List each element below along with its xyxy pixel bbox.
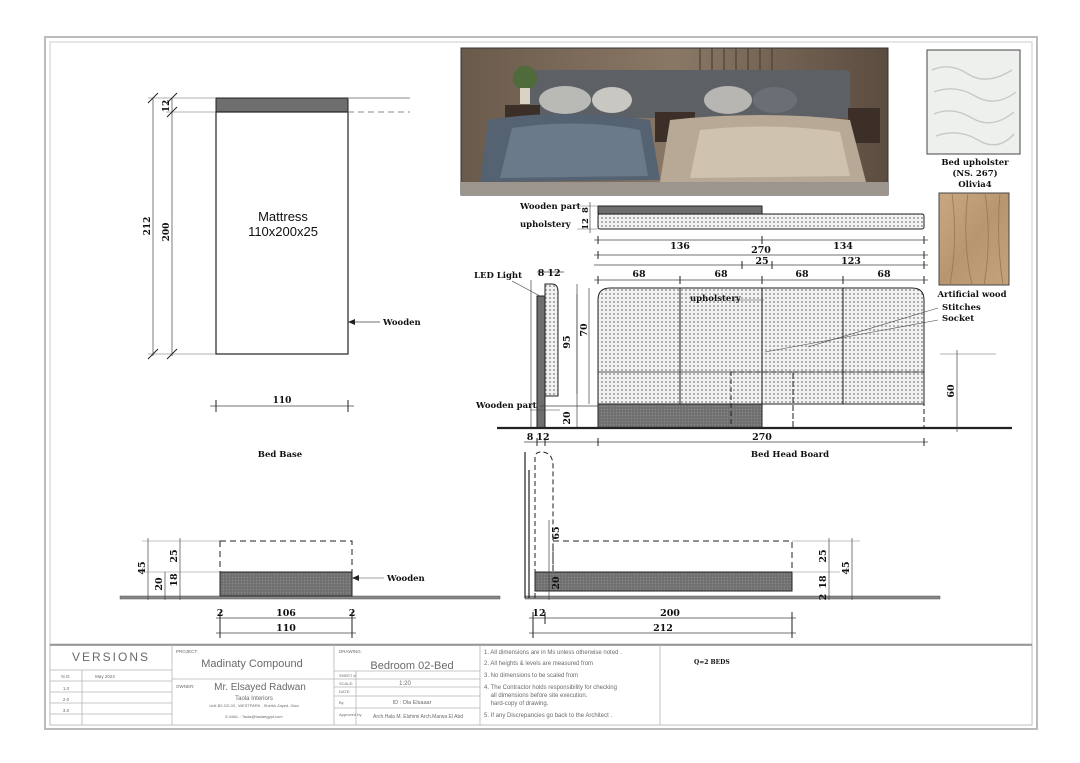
elev-socket-label: Socket (942, 314, 975, 324)
elev-dim-20: 20 (562, 411, 573, 425)
side-dim-20: 20 (551, 576, 562, 590)
side-mattress-dashed (553, 541, 792, 572)
base-elev-wooden: Wooden (387, 574, 425, 584)
elev-dim-12: 12 (547, 268, 561, 279)
plan-dim-25: 25 (755, 256, 769, 267)
upholster-label-3: Olivia4 (958, 180, 992, 190)
base-elev-25: 25 (169, 549, 180, 563)
side-dim-2: 2 (818, 593, 829, 601)
note-4: 4. The Contractor holds responsibility for checking (484, 685, 617, 691)
elev-dim-70: 70 (579, 323, 590, 337)
note-1: 1. All dimensions are in Ms unless otherwise noted . (484, 650, 622, 656)
headboard-upholstery (598, 288, 924, 404)
plan-dim-270: 270 (751, 245, 771, 256)
versions-title: VERSIONS (71, 650, 151, 664)
project-label: PROJECT: (176, 649, 198, 654)
caption-bed-base: Bed Base (257, 450, 303, 460)
base-elev-45: 45 (137, 561, 148, 575)
side-dim-200: 200 (660, 608, 680, 619)
side-elevation (525, 452, 940, 638)
bedroom-photo (461, 48, 888, 195)
wood-swatch (939, 193, 1009, 285)
dim-200: 200 (162, 222, 172, 242)
company-address: Unit B2-G2-03 , WESTPARK , Sheikh Zayed, Giza (209, 703, 299, 708)
side-dim-45: 45 (841, 561, 852, 575)
headboard-elevation (497, 272, 1012, 446)
elev-dim-68-a: 68 (632, 269, 646, 280)
plan-upholstery-strip (598, 214, 924, 229)
approved-label: Approved by (339, 712, 362, 717)
label-led-light: LED Light (474, 271, 523, 281)
side-dim-12b: 12 (532, 608, 546, 619)
note-5: all dimensions before site execution. (484, 693, 588, 699)
dim-12: 12 (162, 99, 172, 113)
wood-label: Artificial wood (937, 290, 1007, 300)
plan-dim-8: 8 (581, 207, 591, 213)
elev-bottom-270: 270 (752, 432, 772, 443)
mattress-size: 110x200x25 (248, 224, 318, 239)
version-row-2-no: 2.0 (62, 697, 70, 702)
elev-bottom-12: 12 (536, 432, 550, 443)
version-row-1-no: 1.0 (62, 686, 70, 691)
plan-upholstery-label: upholstery (520, 220, 571, 230)
owner-label: OWNER: (176, 684, 195, 689)
scale-label: SCALE: (339, 681, 354, 686)
elev-bottom-8: 8 (526, 432, 534, 443)
drawing-label: DRAWING: (339, 649, 362, 654)
elev-upholstery-label: upholstery (690, 294, 741, 304)
approved-value: Arch.Hala M. Elshimi Arch.Marwa El Abd (372, 714, 464, 720)
quantity-note: Q=2 BEDS (694, 659, 730, 666)
base-elev-106: 106 (276, 608, 296, 619)
side-wood-post (537, 296, 545, 428)
base-wood-block (220, 572, 352, 596)
sheet-label: SHEET #: (339, 673, 357, 678)
upholster-label-1: Bed upholster (941, 158, 1009, 168)
base-elev-2b: 2 (348, 608, 356, 619)
by-value: ID : Ola Elsaaar (392, 700, 432, 706)
note-2: 2. All heights & levels are measured from (484, 661, 594, 667)
note-3: 3. No dimensions to be scaled from (484, 673, 579, 679)
side-dim-212: 212 (653, 623, 673, 634)
side-dim-18: 18 (818, 575, 829, 589)
elev-dim-68-d: 68 (877, 269, 891, 280)
company-name: Taola Interiors (235, 696, 273, 702)
owner-name: Mr. Elsayed Radwan (214, 682, 306, 693)
elev-dim-95: 95 (562, 335, 573, 349)
drawing-name: Bedroom 02-Bed (370, 660, 454, 672)
dim-212: 212 (143, 216, 153, 236)
elev-wooden-label: Wooden part (476, 401, 537, 411)
plan-dim-12: 12 (581, 218, 591, 230)
elev-dim-60: 60 (946, 384, 957, 398)
base-elev-20: 20 (154, 577, 165, 591)
label-wooden: Wooden (383, 318, 421, 328)
plan-wooden-strip (598, 206, 762, 214)
caption-bed-head-board: Bed Head Board (750, 450, 830, 460)
version-row-0-date: May 2024 (95, 674, 115, 679)
elev-stitches-label: Stitches (942, 303, 981, 313)
base-mattress-dashed (220, 541, 352, 572)
headboard-strip (216, 98, 348, 112)
plan-dim-134: 134 (833, 241, 853, 252)
plan-dim-136: 136 (670, 241, 690, 252)
elev-dim-8: 8 (537, 268, 545, 279)
base-elev-110: 110 (276, 623, 296, 634)
side-upholstery (545, 284, 558, 396)
elev-dim-68-b: 68 (714, 269, 728, 280)
headboard-plan (577, 202, 928, 269)
side-dim-25: 25 (818, 549, 829, 563)
mattress-title: Mattress (258, 209, 308, 224)
dim-110: 110 (272, 396, 292, 406)
side-dim-65: 65 (551, 526, 562, 540)
base-elev-2: 2 (216, 608, 224, 619)
plan-wooden-label: Wooden part (520, 202, 581, 212)
base-elev-18: 18 (169, 573, 180, 587)
company-email: E-MAIL : Taola@taolaegypt.com (225, 714, 283, 719)
note-6: hard-copy of drawing. (484, 701, 549, 707)
version-row-0-no: N.O. (61, 674, 71, 679)
upholster-swatch (927, 50, 1020, 154)
scale-value: 1:20 (399, 681, 411, 687)
by-label: By (339, 700, 344, 705)
date-label: DATE: (339, 689, 351, 694)
elev-dim-68-c: 68 (795, 269, 809, 280)
project-name: Madinaty Compound (201, 658, 303, 670)
plan-dim-123: 123 (841, 256, 861, 267)
upholster-label-2: (NS. 267) (952, 169, 998, 179)
version-row-3-no: 3.0 (62, 708, 70, 713)
side-wood-block (535, 572, 792, 591)
bed-base-plan (148, 93, 410, 412)
headboard-wood-base (598, 404, 762, 428)
note-7: 5. If any Discrepancies go back to the Architect . (484, 713, 613, 719)
